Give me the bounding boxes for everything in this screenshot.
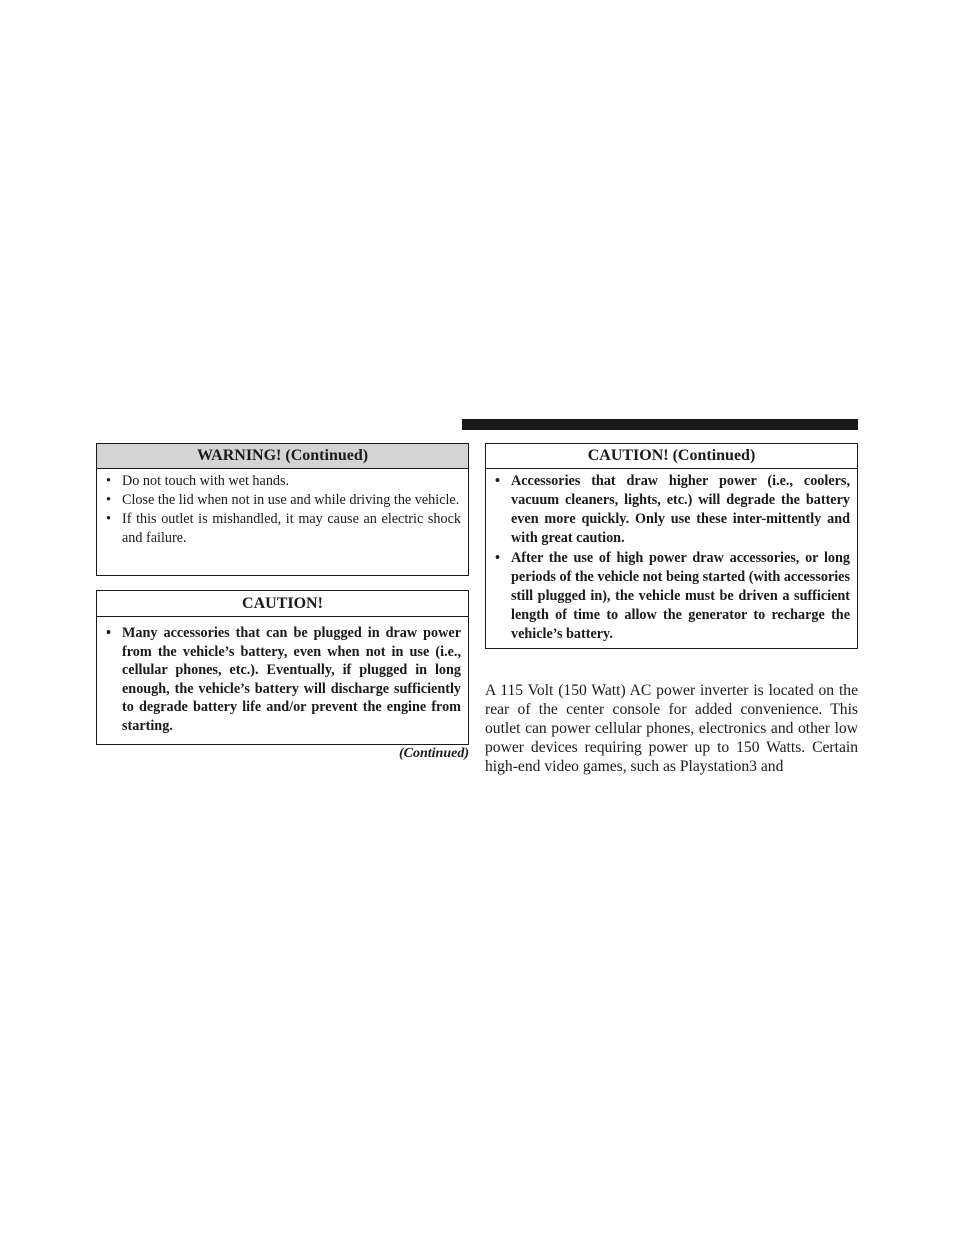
warning-item: • If this outlet is mishandled, it may cause an electric shock and failure. xyxy=(97,510,461,548)
caution-item: • Many accessories that can be plugged in draw power from the vehicle’s battery, even when not in use (i.e., cellular phones, etc.). Eventually, if plugged in long enough, the vehicle’s battery will discharge sufficiently to degrade battery life and/or prevent the engine from starting. xyxy=(97,624,461,736)
warning-continued-box xyxy=(96,443,469,576)
caution-list xyxy=(97,617,468,736)
caution-box xyxy=(96,590,469,745)
caution-continued-box xyxy=(485,443,858,649)
caution-continued-item: • Accessories that draw higher power (i.e., coolers, vacuum cleaners, lights, etc.) will degrade the battery even more quickly. Only use these inter-mittently and with great caution. xyxy=(486,472,850,548)
caution-continued-item: • After the use of high power draw accessories, or long periods of the vehicle not being started (with accessories still plugged in), the vehicle must be driven a sufficient length of time to allow the generator to recharge the vehicle’s battery. xyxy=(486,549,850,644)
warning-continued-title: WARNING! (Continued) xyxy=(97,444,468,469)
warning-item: • Close the lid when not in use and while driving the vehicle. xyxy=(97,491,461,510)
caution-title: CAUTION! xyxy=(97,591,468,617)
power-inverter-paragraph: A 115 Volt (150 Watt) AC power inverter is located on the rear of the center console for added convenience. This outlet can power cellular phones, electronics and other low power devices requiring power up to 150 Watts. Certain high-end video games, such as Playstation3 and xyxy=(485,682,858,775)
section-header-bar xyxy=(462,419,858,430)
caution-continued-list xyxy=(486,469,857,644)
caution-continued-title: CAUTION! (Continued) xyxy=(486,444,857,469)
warning-item: • Do not touch with wet hands. xyxy=(97,472,461,491)
continued-note: (Continued) xyxy=(398,746,469,761)
warning-list xyxy=(97,469,468,548)
